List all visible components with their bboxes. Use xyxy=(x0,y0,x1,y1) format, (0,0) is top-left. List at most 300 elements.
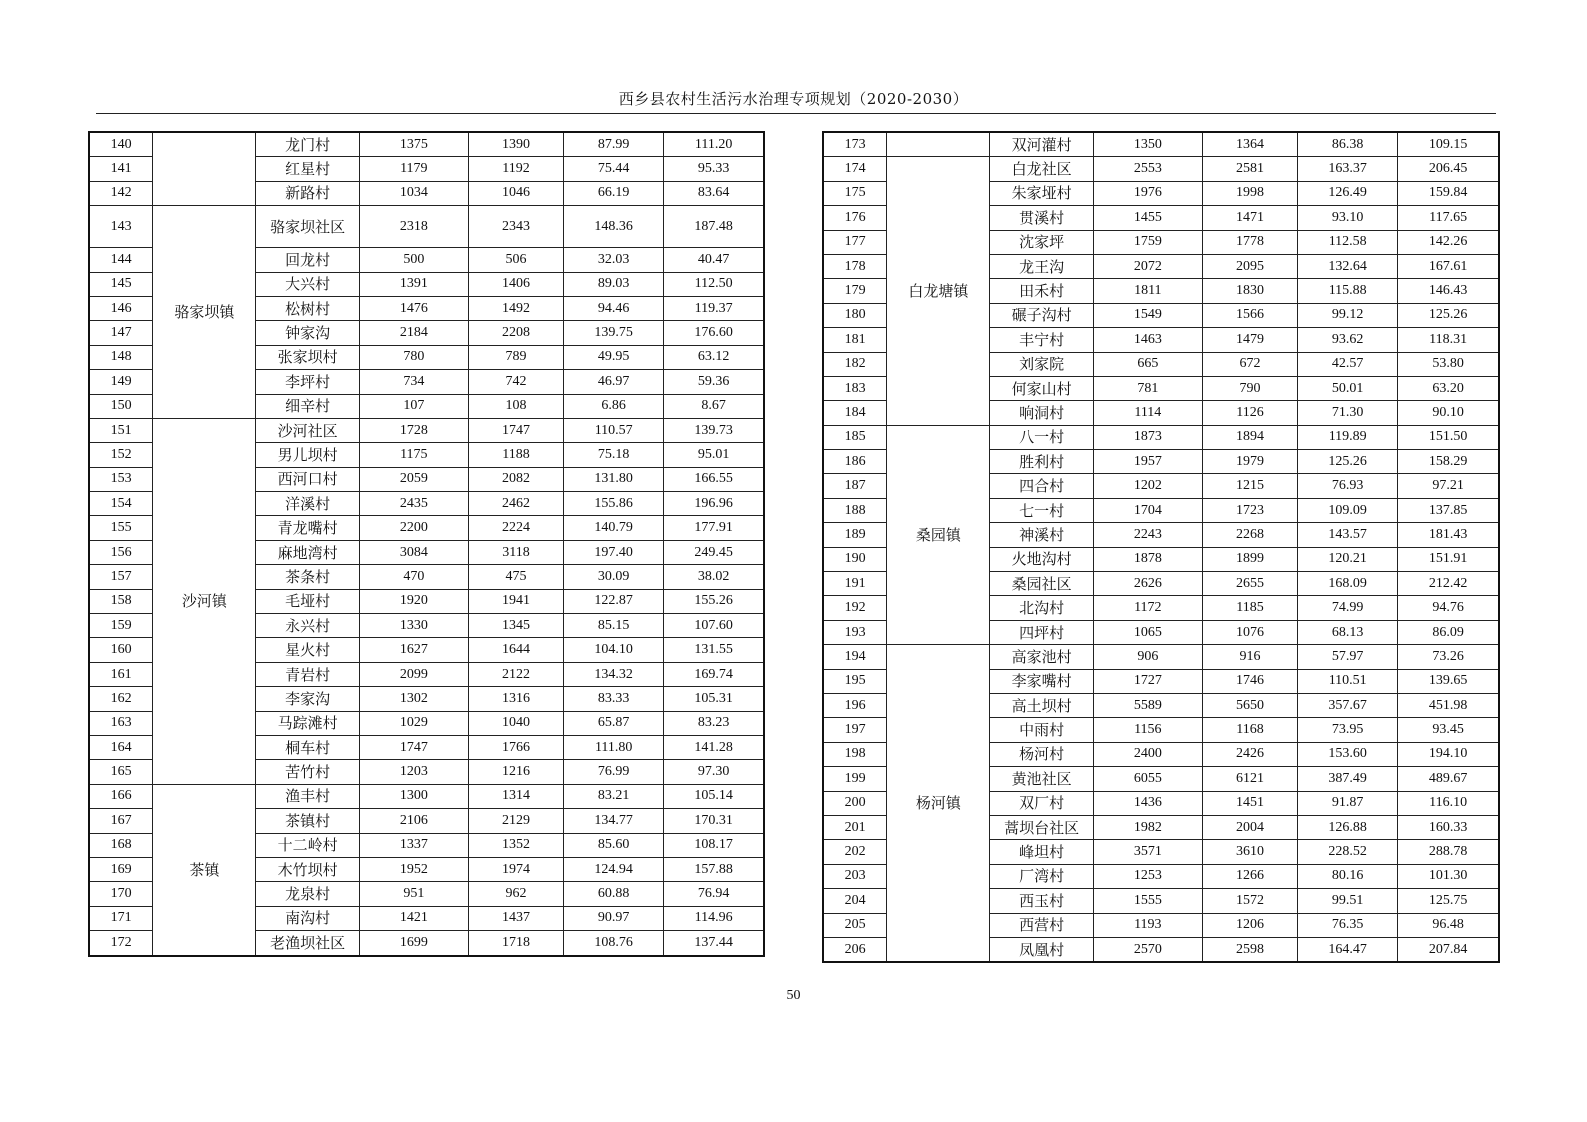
population-cell: 3571 xyxy=(1093,840,1202,864)
projected-population-cell: 1266 xyxy=(1202,864,1297,888)
value-b-cell: 63.20 xyxy=(1398,376,1499,400)
row-number-cell: 167 xyxy=(89,809,153,833)
row-number-cell: 155 xyxy=(89,516,153,540)
value-a-cell: 46.97 xyxy=(564,370,664,394)
projected-population-cell: 1572 xyxy=(1202,889,1297,913)
projected-population-cell: 3610 xyxy=(1202,840,1297,864)
value-b-cell: 249.45 xyxy=(664,540,764,564)
row-number-cell: 187 xyxy=(823,474,887,498)
row-number-cell: 171 xyxy=(89,906,153,930)
row-number-cell: 174 xyxy=(823,157,887,181)
population-cell: 2570 xyxy=(1093,937,1202,962)
value-b-cell: 155.26 xyxy=(664,589,764,613)
value-a-cell: 91.87 xyxy=(1298,791,1398,815)
projected-population-cell: 1830 xyxy=(1202,279,1297,303)
village-name-cell: 男儿坝村 xyxy=(256,443,359,467)
population-cell: 2106 xyxy=(359,809,468,833)
village-name-cell: 凤凰村 xyxy=(990,937,1093,962)
value-b-cell: 158.29 xyxy=(1398,450,1499,474)
value-a-cell: 387.49 xyxy=(1298,767,1398,791)
value-b-cell: 63.12 xyxy=(664,345,764,369)
row-number-cell: 150 xyxy=(89,394,153,418)
row-number-cell: 144 xyxy=(89,248,153,272)
value-b-cell: 53.80 xyxy=(1398,352,1499,376)
row-number-cell: 157 xyxy=(89,565,153,589)
row-number-cell: 200 xyxy=(823,791,887,815)
projected-population-cell: 3118 xyxy=(468,540,563,564)
value-a-cell: 124.94 xyxy=(564,857,664,881)
village-name-cell: 北沟村 xyxy=(990,596,1093,620)
village-name-cell: 毛垭村 xyxy=(256,589,359,613)
value-b-cell: 125.26 xyxy=(1398,303,1499,327)
population-cell: 1421 xyxy=(359,906,468,930)
village-name-cell: 刘家院 xyxy=(990,352,1093,376)
value-a-cell: 85.60 xyxy=(564,833,664,857)
value-a-cell: 76.35 xyxy=(1298,913,1398,937)
projected-population-cell: 1352 xyxy=(468,833,563,857)
table-right xyxy=(822,131,1500,963)
population-cell: 1952 xyxy=(359,857,468,881)
projected-population-cell: 1718 xyxy=(468,931,563,956)
row-number-cell: 184 xyxy=(823,401,887,425)
population-cell: 1065 xyxy=(1093,620,1202,644)
value-a-cell: 68.13 xyxy=(1298,620,1398,644)
value-a-cell: 108.76 xyxy=(564,931,664,956)
value-a-cell: 49.95 xyxy=(564,345,664,369)
village-name-cell: 钟家沟 xyxy=(256,321,359,345)
row-number-cell: 203 xyxy=(823,864,887,888)
table-row xyxy=(823,425,1499,449)
village-name-cell: 双河灌村 xyxy=(990,132,1093,157)
value-b-cell: 116.10 xyxy=(1398,791,1499,815)
village-name-cell: 黄池社区 xyxy=(990,767,1093,791)
projected-population-cell: 1406 xyxy=(468,272,563,296)
value-b-cell: 489.67 xyxy=(1398,767,1499,791)
value-a-cell: 122.87 xyxy=(564,589,664,613)
village-name-cell: 高土坝村 xyxy=(990,693,1093,717)
row-number-cell: 173 xyxy=(823,132,887,157)
projected-population-cell: 1471 xyxy=(1202,206,1297,230)
projected-population-cell: 962 xyxy=(468,882,563,906)
population-cell: 2099 xyxy=(359,662,468,686)
population-cell: 1029 xyxy=(359,711,468,735)
value-a-cell: 143.57 xyxy=(1298,523,1398,547)
projected-population-cell: 1314 xyxy=(468,784,563,808)
value-a-cell: 126.49 xyxy=(1298,181,1398,205)
projected-population-cell: 475 xyxy=(468,565,563,589)
projected-population-cell: 1316 xyxy=(468,687,563,711)
value-a-cell: 155.86 xyxy=(564,492,664,516)
value-b-cell: 288.78 xyxy=(1398,840,1499,864)
row-number-cell: 161 xyxy=(89,662,153,686)
village-name-cell: 青岩村 xyxy=(256,662,359,686)
row-number-cell: 204 xyxy=(823,889,887,913)
value-a-cell: 76.93 xyxy=(1298,474,1398,498)
value-a-cell: 126.88 xyxy=(1298,815,1398,839)
projected-population-cell: 2208 xyxy=(468,321,563,345)
population-cell: 1114 xyxy=(1093,401,1202,425)
value-a-cell: 32.03 xyxy=(564,248,664,272)
value-b-cell: 38.02 xyxy=(664,565,764,589)
value-a-cell: 104.10 xyxy=(564,638,664,662)
value-a-cell: 164.47 xyxy=(1298,937,1398,962)
value-a-cell: 87.99 xyxy=(564,132,664,157)
value-a-cell: 125.26 xyxy=(1298,450,1398,474)
projected-population-cell: 1215 xyxy=(1202,474,1297,498)
village-name-cell: 中雨村 xyxy=(990,718,1093,742)
row-number-cell: 140 xyxy=(89,132,153,157)
value-a-cell: 357.67 xyxy=(1298,693,1398,717)
row-number-cell: 198 xyxy=(823,742,887,766)
value-b-cell: 451.98 xyxy=(1398,693,1499,717)
row-number-cell: 170 xyxy=(89,882,153,906)
population-cell: 1957 xyxy=(1093,450,1202,474)
village-name-cell: 神溪村 xyxy=(990,523,1093,547)
table-row xyxy=(89,784,764,808)
projected-population-cell: 672 xyxy=(1202,352,1297,376)
population-cell: 1375 xyxy=(359,132,468,157)
population-cell: 1172 xyxy=(1093,596,1202,620)
village-name-cell: 碾子沟村 xyxy=(990,303,1093,327)
projected-population-cell: 1979 xyxy=(1202,450,1297,474)
row-number-cell: 185 xyxy=(823,425,887,449)
value-a-cell: 109.09 xyxy=(1298,498,1398,522)
town-name-cell: 茶镇 xyxy=(153,784,256,955)
population-cell: 470 xyxy=(359,565,468,589)
village-name-cell: 白龙社区 xyxy=(990,157,1093,181)
village-name-cell: 洋溪村 xyxy=(256,492,359,516)
row-number-cell: 205 xyxy=(823,913,887,937)
value-b-cell: 206.45 xyxy=(1398,157,1499,181)
value-b-cell: 181.43 xyxy=(1398,523,1499,547)
row-number-cell: 172 xyxy=(89,931,153,956)
town-name-cell: 骆家坝镇 xyxy=(153,206,256,419)
row-number-cell: 159 xyxy=(89,614,153,638)
value-b-cell: 83.23 xyxy=(664,711,764,735)
projected-population-cell: 1479 xyxy=(1202,328,1297,352)
value-b-cell: 212.42 xyxy=(1398,572,1499,596)
value-a-cell: 66.19 xyxy=(564,181,664,205)
projected-population-cell: 1364 xyxy=(1202,132,1297,157)
row-number-cell: 154 xyxy=(89,492,153,516)
value-a-cell: 111.80 xyxy=(564,735,664,759)
value-b-cell: 112.50 xyxy=(664,272,764,296)
population-cell: 2184 xyxy=(359,321,468,345)
row-number-cell: 201 xyxy=(823,815,887,839)
row-number-cell: 175 xyxy=(823,181,887,205)
value-b-cell: 83.64 xyxy=(664,181,764,205)
village-name-cell: 高家池村 xyxy=(990,645,1093,669)
table-row xyxy=(89,206,764,248)
population-cell: 1436 xyxy=(1093,791,1202,815)
town-name-cell: 沙河镇 xyxy=(153,418,256,784)
village-name-cell: 十二岭村 xyxy=(256,833,359,857)
value-b-cell: 196.96 xyxy=(664,492,764,516)
table-row xyxy=(823,157,1499,181)
value-a-cell: 197.40 xyxy=(564,540,664,564)
population-cell: 1202 xyxy=(1093,474,1202,498)
population-cell: 1337 xyxy=(359,833,468,857)
projected-population-cell: 1126 xyxy=(1202,401,1297,425)
village-name-cell: 龙泉村 xyxy=(256,882,359,906)
value-a-cell: 134.77 xyxy=(564,809,664,833)
projected-population-cell: 2268 xyxy=(1202,523,1297,547)
projected-population-cell: 1974 xyxy=(468,857,563,881)
value-a-cell: 112.58 xyxy=(1298,230,1398,254)
value-a-cell: 83.33 xyxy=(564,687,664,711)
value-a-cell: 153.60 xyxy=(1298,742,1398,766)
village-name-cell: 田禾村 xyxy=(990,279,1093,303)
population-cell: 1873 xyxy=(1093,425,1202,449)
population-cell: 1811 xyxy=(1093,279,1202,303)
village-name-cell: 厂湾村 xyxy=(990,864,1093,888)
projected-population-cell: 2581 xyxy=(1202,157,1297,181)
value-b-cell: 176.60 xyxy=(664,321,764,345)
row-number-cell: 178 xyxy=(823,254,887,278)
town-name-cell: 白龙塘镇 xyxy=(887,157,990,425)
population-cell: 107 xyxy=(359,394,468,418)
projected-population-cell: 1076 xyxy=(1202,620,1297,644)
population-cell: 1203 xyxy=(359,760,468,784)
village-name-cell: 峰坦村 xyxy=(990,840,1093,864)
village-name-cell: 四合村 xyxy=(990,474,1093,498)
value-a-cell: 168.09 xyxy=(1298,572,1398,596)
row-number-cell: 182 xyxy=(823,352,887,376)
projected-population-cell: 916 xyxy=(1202,645,1297,669)
projected-population-cell: 2224 xyxy=(468,516,563,540)
value-b-cell: 97.21 xyxy=(1398,474,1499,498)
row-number-cell: 141 xyxy=(89,157,153,181)
projected-population-cell: 1192 xyxy=(468,157,563,181)
value-a-cell: 86.38 xyxy=(1298,132,1398,157)
population-cell: 781 xyxy=(1093,376,1202,400)
row-number-cell: 199 xyxy=(823,767,887,791)
village-name-cell: 回龙村 xyxy=(256,248,359,272)
population-cell: 2072 xyxy=(1093,254,1202,278)
projected-population-cell: 2122 xyxy=(468,662,563,686)
village-name-cell: 沙河社区 xyxy=(256,418,359,442)
village-name-cell: 星火村 xyxy=(256,638,359,662)
value-b-cell: 95.33 xyxy=(664,157,764,181)
value-a-cell: 110.51 xyxy=(1298,669,1398,693)
village-name-cell: 蒿坝台社区 xyxy=(990,815,1093,839)
village-name-cell: 火地沟村 xyxy=(990,547,1093,571)
value-b-cell: 8.67 xyxy=(664,394,764,418)
row-number-cell: 202 xyxy=(823,840,887,864)
projected-population-cell: 1998 xyxy=(1202,181,1297,205)
population-cell: 951 xyxy=(359,882,468,906)
projected-population-cell: 2095 xyxy=(1202,254,1297,278)
row-number-cell: 190 xyxy=(823,547,887,571)
value-b-cell: 86.09 xyxy=(1398,620,1499,644)
town-name-cell xyxy=(887,132,990,157)
row-number-cell: 153 xyxy=(89,467,153,491)
projected-population-cell: 1566 xyxy=(1202,303,1297,327)
value-a-cell: 75.18 xyxy=(564,443,664,467)
village-name-cell: 木竹坝村 xyxy=(256,857,359,881)
population-cell: 1179 xyxy=(359,157,468,181)
population-cell: 1747 xyxy=(359,735,468,759)
town-name-cell: 杨河镇 xyxy=(887,645,990,963)
value-b-cell: 117.65 xyxy=(1398,206,1499,230)
projected-population-cell: 1345 xyxy=(468,614,563,638)
population-cell: 1982 xyxy=(1093,815,1202,839)
row-number-cell: 186 xyxy=(823,450,887,474)
population-cell: 1555 xyxy=(1093,889,1202,913)
document-header-title: 西乡县农村生活污水治理专项规划（2020-2030） xyxy=(618,90,969,108)
projected-population-cell: 1185 xyxy=(1202,596,1297,620)
village-name-cell: 丰宁村 xyxy=(990,328,1093,352)
population-cell: 2243 xyxy=(1093,523,1202,547)
village-name-cell: 茶条村 xyxy=(256,565,359,589)
row-number-cell: 194 xyxy=(823,645,887,669)
value-b-cell: 177.91 xyxy=(664,516,764,540)
projected-population-cell: 1216 xyxy=(468,760,563,784)
population-cell: 1300 xyxy=(359,784,468,808)
value-a-cell: 30.09 xyxy=(564,565,664,589)
row-number-cell: 188 xyxy=(823,498,887,522)
row-number-cell: 145 xyxy=(89,272,153,296)
population-cell: 2435 xyxy=(359,492,468,516)
projected-population-cell: 5650 xyxy=(1202,693,1297,717)
population-cell: 2059 xyxy=(359,467,468,491)
village-name-cell: 四坪村 xyxy=(990,620,1093,644)
projected-population-cell: 2426 xyxy=(1202,742,1297,766)
population-cell: 2400 xyxy=(1093,742,1202,766)
value-b-cell: 142.26 xyxy=(1398,230,1499,254)
value-a-cell: 80.16 xyxy=(1298,864,1398,888)
value-b-cell: 118.31 xyxy=(1398,328,1499,352)
value-b-cell: 207.84 xyxy=(1398,937,1499,962)
projected-population-cell: 1899 xyxy=(1202,547,1297,571)
village-name-cell: 青龙嘴村 xyxy=(256,516,359,540)
village-name-cell: 细辛村 xyxy=(256,394,359,418)
table-row xyxy=(823,645,1499,669)
value-b-cell: 157.88 xyxy=(664,857,764,881)
village-name-cell: 西营村 xyxy=(990,913,1093,937)
population-cell: 5589 xyxy=(1093,693,1202,717)
value-a-cell: 83.21 xyxy=(564,784,664,808)
value-b-cell: 170.31 xyxy=(664,809,764,833)
row-number-cell: 151 xyxy=(89,418,153,442)
projected-population-cell: 1046 xyxy=(468,181,563,205)
value-a-cell: 134.32 xyxy=(564,662,664,686)
value-a-cell: 76.99 xyxy=(564,760,664,784)
projected-population-cell: 742 xyxy=(468,370,563,394)
population-cell: 1728 xyxy=(359,418,468,442)
value-a-cell: 132.64 xyxy=(1298,254,1398,278)
value-b-cell: 97.30 xyxy=(664,760,764,784)
row-number-cell: 192 xyxy=(823,596,887,620)
village-name-cell: 松树村 xyxy=(256,296,359,320)
population-cell: 1704 xyxy=(1093,498,1202,522)
projected-population-cell: 789 xyxy=(468,345,563,369)
row-number-cell: 181 xyxy=(823,328,887,352)
projected-population-cell: 2004 xyxy=(1202,815,1297,839)
row-number-cell: 168 xyxy=(89,833,153,857)
value-b-cell: 101.30 xyxy=(1398,864,1499,888)
value-b-cell: 166.55 xyxy=(664,467,764,491)
population-cell: 906 xyxy=(1093,645,1202,669)
village-name-cell: 骆家坝社区 xyxy=(256,206,359,248)
population-cell: 1034 xyxy=(359,181,468,205)
value-a-cell: 120.21 xyxy=(1298,547,1398,571)
village-name-cell: 西玉村 xyxy=(990,889,1093,913)
village-name-cell: 贯溪村 xyxy=(990,206,1093,230)
value-a-cell: 93.62 xyxy=(1298,328,1398,352)
value-a-cell: 139.75 xyxy=(564,321,664,345)
projected-population-cell: 1746 xyxy=(1202,669,1297,693)
value-a-cell: 93.10 xyxy=(1298,206,1398,230)
value-b-cell: 119.37 xyxy=(664,296,764,320)
table-row xyxy=(823,132,1499,157)
table-row xyxy=(89,132,764,157)
population-cell: 1455 xyxy=(1093,206,1202,230)
row-number-cell: 152 xyxy=(89,443,153,467)
population-cell: 1476 xyxy=(359,296,468,320)
row-number-cell: 147 xyxy=(89,321,153,345)
value-b-cell: 131.55 xyxy=(664,638,764,662)
value-b-cell: 125.75 xyxy=(1398,889,1499,913)
population-cell: 1463 xyxy=(1093,328,1202,352)
value-b-cell: 169.74 xyxy=(664,662,764,686)
row-number-cell: 169 xyxy=(89,857,153,881)
projected-population-cell: 6121 xyxy=(1202,767,1297,791)
village-name-cell: 李家嘴村 xyxy=(990,669,1093,693)
projected-population-cell: 1437 xyxy=(468,906,563,930)
value-b-cell: 187.48 xyxy=(664,206,764,248)
village-name-cell: 朱家垭村 xyxy=(990,181,1093,205)
value-a-cell: 140.79 xyxy=(564,516,664,540)
population-cell: 500 xyxy=(359,248,468,272)
row-number-cell: 197 xyxy=(823,718,887,742)
row-number-cell: 179 xyxy=(823,279,887,303)
row-number-cell: 160 xyxy=(89,638,153,662)
village-name-cell: 老渔坝社区 xyxy=(256,931,359,956)
value-b-cell: 167.61 xyxy=(1398,254,1499,278)
row-number-cell: 149 xyxy=(89,370,153,394)
projected-population-cell: 108 xyxy=(468,394,563,418)
value-b-cell: 105.31 xyxy=(664,687,764,711)
value-b-cell: 96.48 xyxy=(1398,913,1499,937)
population-cell: 3084 xyxy=(359,540,468,564)
row-number-cell: 176 xyxy=(823,206,887,230)
population-cell: 780 xyxy=(359,345,468,369)
value-a-cell: 57.97 xyxy=(1298,645,1398,669)
projected-population-cell: 1040 xyxy=(468,711,563,735)
value-a-cell: 115.88 xyxy=(1298,279,1398,303)
population-cell: 1302 xyxy=(359,687,468,711)
village-name-cell: 何家山村 xyxy=(990,376,1093,400)
projected-population-cell: 2598 xyxy=(1202,937,1297,962)
village-name-cell: 龙门村 xyxy=(256,132,359,157)
projected-population-cell: 1766 xyxy=(468,735,563,759)
row-number-cell: 206 xyxy=(823,937,887,962)
row-number-cell: 191 xyxy=(823,572,887,596)
value-b-cell: 114.96 xyxy=(664,906,764,930)
projected-population-cell: 1941 xyxy=(468,589,563,613)
projected-population-cell: 1390 xyxy=(468,132,563,157)
village-name-cell: 桑园社区 xyxy=(990,572,1093,596)
population-cell: 2553 xyxy=(1093,157,1202,181)
population-cell: 1920 xyxy=(359,589,468,613)
value-b-cell: 146.43 xyxy=(1398,279,1499,303)
value-a-cell: 42.57 xyxy=(1298,352,1398,376)
value-b-cell: 90.10 xyxy=(1398,401,1499,425)
value-b-cell: 159.84 xyxy=(1398,181,1499,205)
village-name-cell: 茶镇村 xyxy=(256,809,359,833)
row-number-cell: 177 xyxy=(823,230,887,254)
